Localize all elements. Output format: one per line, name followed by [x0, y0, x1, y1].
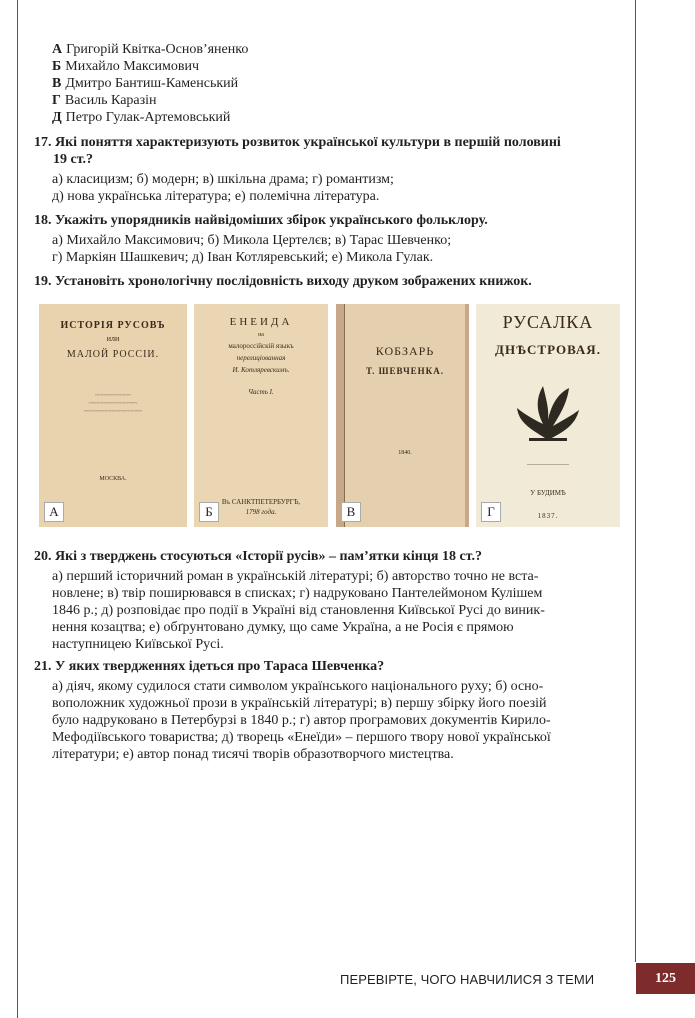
- cover-g-subtitle: ДНѢСТРОВАЯ.: [495, 342, 601, 357]
- cover-b-subtitle: перелиціованная: [236, 354, 286, 362]
- answers-20-line3: 1846 р.; д) розповідає про події в Україні від становлення Київської Русі до виник-: [52, 603, 545, 618]
- cover-b-word: на: [258, 332, 264, 338]
- answers-20-line1: а) перший історичний роман в українській літературі; б) авторство точно не вста-: [52, 569, 539, 584]
- option-b: Б Михайло Максимович: [52, 59, 200, 74]
- cover-g-year: 1837.: [537, 512, 559, 520]
- cover-b-year: 1798 года.: [245, 508, 277, 516]
- answers-18-line2: г) Маркіян Шашкевич; д) Іван Котляревський; е) Микола Гулак.: [52, 250, 434, 265]
- book-covers: [39, 304, 620, 527]
- cover-a-title: ИСТОРІЯ РУСОВЪ: [60, 320, 166, 331]
- answers-20-line5: наступницею Київської Русі.: [52, 637, 224, 652]
- cover-b-city: Въ САНКТПЕТЕРБУРГѢ,: [221, 498, 301, 506]
- cover-v-title: КОБЗАРЬ: [375, 344, 435, 358]
- question-17: [34, 134, 618, 168]
- page-number: 125: [636, 963, 695, 994]
- left-margin-rule: [17, 0, 18, 1018]
- cover-v-year: 1840.: [398, 450, 412, 456]
- cover-b-part: Часть I.: [248, 388, 274, 396]
- cover-b-language: малороссійскій языкъ: [228, 342, 294, 350]
- answers-21-line5: літератури; е) автор понад тисячі творів образотворчого мистецтва.: [52, 747, 454, 762]
- book-cover-g: [476, 304, 620, 527]
- question-19-number: 19.: [34, 274, 52, 289]
- option-d: Д Петро Гулак-Артемовський: [52, 110, 231, 125]
- cover-a-word: или: [106, 334, 120, 343]
- option-v: В Дмитро Бантиш-Каменський: [52, 76, 239, 91]
- cover-b-title: ЕНЕИДА: [229, 316, 293, 328]
- cover-b-author: И. Котляревскимъ.: [232, 366, 290, 374]
- question-21: [34, 658, 618, 675]
- answers-21-line1: а) діяч, якому судилося стати символом українського національного руху; б) осно-: [52, 679, 544, 694]
- cover-a-subtitle: МАЛОЙ РОССІИ.: [66, 349, 160, 360]
- ornament-icon: [513, 380, 583, 444]
- book-label-g: Г: [481, 502, 501, 522]
- question-18-number: 18.: [34, 213, 52, 228]
- cover-a-fine-print: ~~~~~~~~~~~ ~~~~~~~~~~~~~~~ ~~~~~~~~~~~~~~~~~~: [83, 393, 143, 415]
- question-17-line2: 19 ст.?: [53, 152, 94, 167]
- question-21-text: У яких твердженнях ідеться про Тараса Шевченка?: [55, 659, 385, 674]
- question-18: [34, 212, 618, 229]
- cover-g-rule: ———————: [527, 462, 569, 468]
- book-cover-a: [39, 304, 187, 527]
- answers-18-line1: а) Михайло Максимович; б) Микола Цертелєв; в) Тарас Шевченко;: [52, 233, 452, 248]
- right-margin-rule: [635, 0, 636, 962]
- question-21-number: 21.: [34, 659, 52, 674]
- answers-21-line3: було надруковано в Петербурзі в 1840 р.; г) автор програмових документів Кирило-: [52, 713, 551, 728]
- question-20-text: Які з тверджень стосуються «Історії русів» – пам’ятки кінця 18 ст.?: [55, 549, 482, 564]
- answers-21-line4: Мефодіївського товариства; д) творець «Енеїди» – першого твору нової української: [52, 730, 551, 745]
- cover-v-page: [344, 304, 465, 527]
- question-18-text: Укажіть упорядників найвідоміших збірок українського фольклору.: [55, 213, 488, 228]
- option-a: А Григорій Квітка-Основ’яненко: [52, 42, 249, 57]
- answers-17-line2: д) нова українська література; е) полемічна література.: [52, 189, 380, 204]
- cover-v-author: Т. ШЕВЧЕНКА.: [366, 366, 444, 376]
- question-19-text: Установіть хронологічну послідовність виходу друком зображених книжок.: [55, 274, 532, 289]
- answers-21-line2: воположник художньої прози в українській літературі; в) першу збірку його поезій: [52, 696, 547, 711]
- question-20-number: 20.: [34, 549, 52, 564]
- book-cover-b: [194, 304, 328, 527]
- question-20: [34, 548, 618, 565]
- question-17-line1: Які поняття характеризують розвиток української культури в першій половині: [55, 135, 561, 150]
- book-label-a: А: [44, 502, 64, 522]
- answers-20-line2: новлене; в) твір поширювався в списках; г) надруковано Пантелеймоном Кулішем: [52, 586, 543, 601]
- book-label-v: В: [341, 502, 361, 522]
- cover-g-city: У БУДИМѢ: [530, 489, 566, 497]
- answers-17-line1: а) класицизм; б) модерн; в) шкільна драма; г) романтизм;: [52, 172, 394, 187]
- answers-20-line4: нення козацтва; е) обґрунтовано думку, що саме Україна, а не Росія є прямою: [52, 620, 514, 635]
- option-g: Г Василь Каразін: [52, 93, 157, 108]
- question-19: [34, 273, 618, 290]
- cover-a-city: МОСКВА.: [99, 476, 127, 482]
- book-cover-v: [336, 304, 469, 527]
- cover-g-title: РУСАЛКА: [502, 312, 594, 332]
- book-label-b: Б: [199, 502, 219, 522]
- question-17-number: 17.: [34, 135, 52, 150]
- section-footer: ПЕРЕВІРТЕ, ЧОГО НАВЧИЛИСЯ З ТЕМИ: [340, 972, 595, 987]
